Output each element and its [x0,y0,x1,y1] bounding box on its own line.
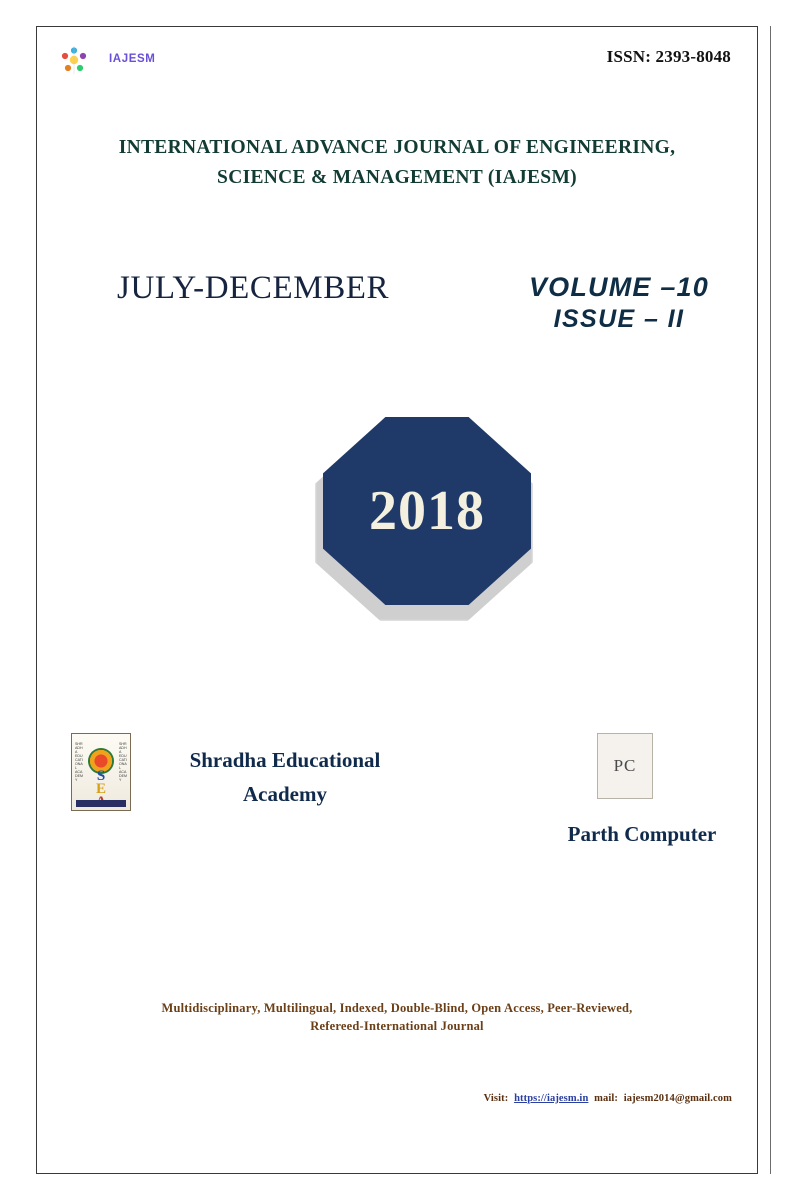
journal-title-line-2: SCIENCE & MANAGEMENT (IAJESM) [217,167,577,188]
volume-issue-block [529,271,709,335]
sea-logo-letter-s: S [96,768,106,784]
publisher-name-shradha-line-2: Academy [243,782,327,806]
volume-label: VOLUME –10 [528,272,709,302]
sea-logo-base-bar [76,800,126,807]
year-text: 2018 [369,480,485,542]
issue-period: JULY-DECEMBER [117,270,390,306]
mail-label: mail: [594,1093,618,1104]
publisher-name-parth: Parth Computer [567,822,717,846]
sea-logo-side-text-left: SHRADHA EDUCATIONAL ACADEMY [75,742,83,782]
website-link[interactable]: https://iajesm.in [514,1093,589,1104]
sea-logo-letter-e: E [95,781,106,797]
cover-header [37,27,757,89]
journal-tagline-line-1: Multidisciplinary, Multilingual, Indexed, Double-Blind, Open Access, Peer-Reviewed, [161,1001,633,1015]
iajesm-flower-icon [59,45,89,75]
year-badge [309,415,541,631]
cover-frame [36,26,758,1174]
sea-logo-side-text-right: SHRADHA EDUCATIONAL ACADEMY [119,742,127,782]
parth-computer-logo-letters: PC [613,756,637,775]
iajesm-logo-text: IAJESM [109,53,156,65]
shradha-educational-academy-logo [71,733,131,811]
journal-tagline-line-2: Refereed-International Journal [310,1019,484,1033]
visit-label: Visit: [483,1093,509,1104]
issn-number: ISSN: 2393-8048 [606,47,731,66]
issue-label: ISSUE – II [553,305,685,333]
journal-tagline [37,999,757,1035]
journal-title [37,133,757,193]
contact-line [484,1093,735,1104]
publisher-name-shradha-line-1: Shradha Educational [189,748,381,772]
journal-title-line-1: INTERNATIONAL ADVANCE JOURNAL OF ENGINEERING, [118,137,676,158]
parth-computer-logo [597,733,653,799]
publisher-name-shradha [145,743,425,811]
email-address: iajesm2014@gmail.com [623,1093,732,1104]
page-gutter-line [770,26,771,1174]
